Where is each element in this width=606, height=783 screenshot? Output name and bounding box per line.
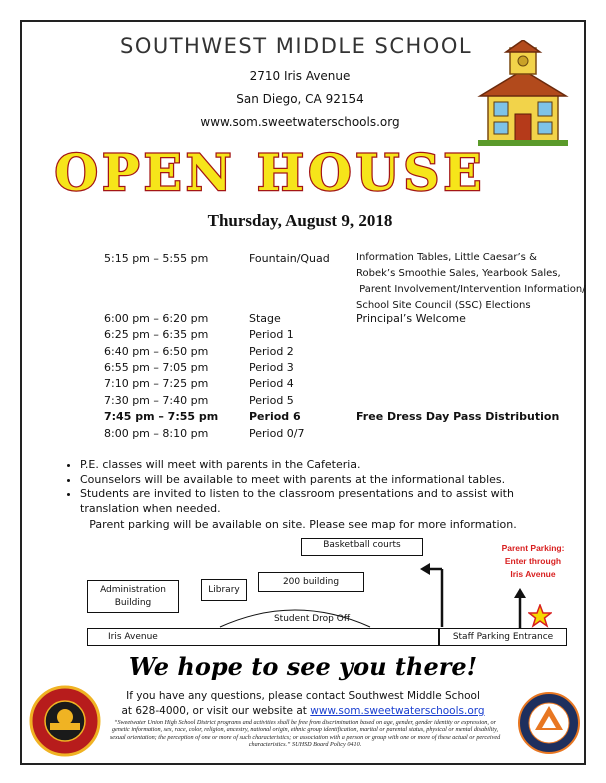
map-library: Library	[201, 579, 247, 601]
map-200-building: 200 building	[258, 572, 364, 592]
schedule-location: Period 6	[249, 410, 301, 423]
closing-message: We hope to see you there!	[128, 652, 478, 681]
schedule-location: Period 2	[249, 345, 294, 358]
address-street: 2710 Iris Avenue	[249, 69, 351, 83]
buccaneers-logo	[28, 685, 102, 757]
info-bullets	[66, 458, 566, 516]
bullet-item: • P.E. classes will meet with parents in the Cafeteria.	[80, 458, 566, 473]
schedule-location: Period 1	[249, 328, 294, 341]
contact-prefix: at 628-4000, or visit our website at	[121, 705, 311, 717]
schedule-location: Stage	[249, 312, 281, 325]
schedule-time: 7:10 pm – 7:25 pm	[104, 377, 209, 390]
district-seal	[518, 692, 580, 754]
star-icon	[528, 604, 552, 628]
disclaimer: “Sweetwater Union High School District programs and activities shall be free from discrimination based on age, gender, gender identity or expression, or genetic information, sex, race, color, religion, ancestry, national origin, ethnic group identification, marital or parental status, physical or mental disability, sexual orientation; the perception of one or more of such characteristics; or association with a person or group with one or more of these actual or perceived characteristics.” SUHSD Board Policy 0410.	[109, 719, 501, 749]
school-name: SOUTHWEST MIDDLE SCHOOL	[120, 34, 473, 58]
schedule-time: 7:30 pm – 7:40 pm	[104, 394, 209, 407]
map-drop-off-label: Student Drop Off	[273, 614, 351, 624]
map-basketball-courts: Basketball courts	[301, 538, 423, 556]
address-city: San Diego, CA 92154	[236, 92, 364, 106]
parent-parking-line2: Enter through	[504, 556, 562, 566]
schedule-description: Parent Involvement/Intervention Information/	[356, 284, 586, 295]
event-date: Thursday, August 9, 2018	[207, 211, 393, 230]
schedule-time: 5:15 pm – 5:55 pm	[104, 252, 209, 265]
parent-parking-line1: Parent Parking:	[501, 543, 565, 553]
schedule-description: Principal’s Welcome	[356, 312, 466, 325]
parking-note: Parent parking will be available on site. Please see map for more information.	[89, 518, 517, 531]
schedule-location: Period 4	[249, 377, 294, 390]
schedule-location: Period 0/7	[249, 427, 305, 440]
contact-line1: If you have any questions, please contact Southwest Middle School	[126, 690, 480, 702]
schedule-location: Fountain/Quad	[249, 252, 330, 265]
website-text: www.som.sweetwaterschools.org	[200, 115, 400, 129]
schedule-description: Free Dress Day Pass Distribution	[356, 410, 560, 423]
schedule-location: Period 3	[249, 361, 294, 374]
map-iris-avenue: Iris Avenue	[87, 628, 439, 646]
schedule-time: 6:40 pm – 6:50 pm	[104, 345, 209, 358]
svg-text:OPEN HOUSE: OPEN HOUSE	[55, 143, 485, 202]
schoolhouse-icon	[470, 40, 570, 150]
admin-line1: Administration	[100, 585, 166, 595]
admin-line2: Building	[114, 598, 152, 608]
schedule-description: School Site Council (SSC) Elections	[356, 300, 531, 311]
schedule-time: 6:55 pm – 7:05 pm	[104, 361, 209, 374]
schedule-time: 6:25 pm – 6:35 pm	[104, 328, 209, 341]
schedule-time: 8:00 pm – 8:10 pm	[104, 427, 209, 440]
parent-parking-note	[488, 542, 578, 581]
schedule-description: Robek’s Smoothie Sales, Yearbook Sales,	[356, 268, 561, 279]
schedule-location: Period 5	[249, 394, 294, 407]
open-house-title	[55, 140, 485, 202]
bullet-item: • Counselors will be available to meet with parents at the informational tables.	[80, 473, 566, 488]
map-staff-parking: Staff Parking Entrance	[439, 628, 567, 646]
bullet-item: • Students are invited to listen to the classroom presentations and to assist with translation when needed.	[80, 487, 566, 516]
website-link[interactable]: www.som.sweetwaterschools.org	[310, 705, 485, 717]
schedule-time: 7:45 pm – 7:55 pm	[104, 410, 219, 423]
schedule-time: 6:00 pm – 6:20 pm	[104, 312, 209, 325]
schedule-description: Information Tables, Little Caesar’s &	[356, 252, 537, 263]
parent-parking-line3: Iris Avenue	[510, 569, 556, 579]
